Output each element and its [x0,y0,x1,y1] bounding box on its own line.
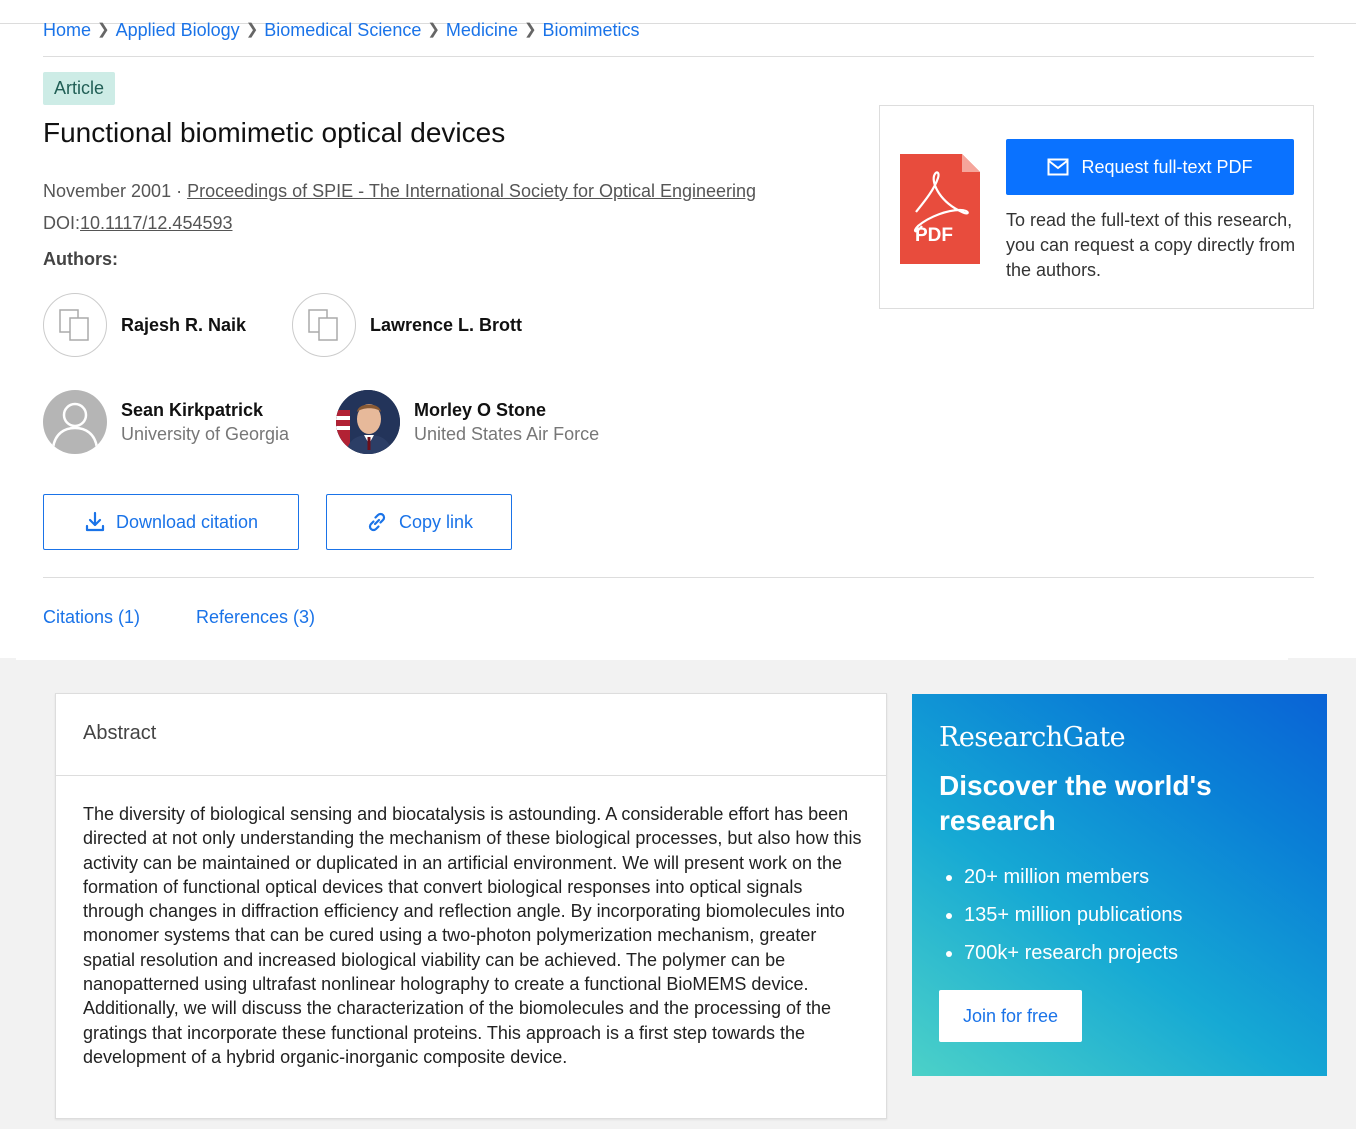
authors-label: Authors: [43,249,118,269]
chevron-right-icon: ❯ [523,21,537,38]
download-icon [84,511,106,533]
author-sean-kirkpatrick[interactable] [43,390,289,454]
author-placeholder-icon [43,293,107,357]
breadcrumb [43,17,640,43]
mail-icon [1047,158,1069,176]
author-name: Rajesh R. Naik [121,315,247,335]
join-for-free-button[interactable]: Join for free [939,990,1082,1042]
publication-date: November 2001 · [43,181,188,201]
doi-label: DOI: [43,213,81,233]
pdf-request-panel [879,105,1314,309]
download-citation-button[interactable] [43,494,299,550]
doi-line [43,211,233,235]
tab-references[interactable]: References (3) [196,607,316,627]
publication-meta [43,179,756,203]
request-pdf-button[interactable] [1006,139,1294,195]
list-item: 20+ million members [939,858,1182,896]
abstract-divider [56,775,886,776]
page-title: Functional biomimetic optical devices [43,117,506,148]
copy-link-label: Copy link [398,511,474,532]
copy-link-button[interactable] [326,494,512,550]
link-icon [365,510,389,534]
request-pdf-label: Request full-text PDF [1081,156,1253,177]
author-name: Lawrence L. Brott [370,315,523,335]
pdf-icon-text: PDF [915,225,953,246]
promo-bullets [939,858,1182,972]
abstract-card [55,693,887,1119]
list-item: 700k+ research projects [939,934,1182,972]
download-citation-label: Download citation [115,511,259,532]
breadcrumb-biomimetics[interactable]: Biomimetics [542,20,640,40]
researchgate-logo: ResearchGate [939,722,1126,753]
promo-heading: Discover the world's research [939,770,1212,836]
author-placeholder-icon [292,293,356,357]
section-divider [43,577,1314,578]
chevron-right-icon: ❯ [97,21,110,38]
abstract-text: The diversity of biological sensing and biocatalysis is astounding. A considerable effort has been directed at not only understanding the mechanism of these biological processes, but also how this activity can be maintained or duplicated in an artificial environment. We will present work on the formation of functional optical devices that convert biological responses into optical signals through changes in diffraction efficiency and reflection angle. By incorporating biomolecules into monomer systems that can be cured using a two-photon polymerization mechanism, greater spatial resolution and increased biological viability can be achieved. The polymer can be nanopatterned using ultrafast nonlinear holography to create a functional BioMEMS device. Additionally, we will discuss the characterization of the biomolecules and the processing of the gratings that incorporate these functional proteins. This approach is a first step towards the development of a hybrid organic-inorganic composite device. [83,804,862,1067]
user-silhouette-icon [43,390,107,454]
author-name: Morley O Stone [414,400,547,420]
header-bottom-edge [16,650,1288,660]
doi-link[interactable]: 10.1117/12.454593 [80,213,233,233]
chevron-right-icon: ❯ [245,21,259,38]
author-photo [336,390,400,454]
list-item: 135+ million publications [939,896,1182,934]
author-affiliation: United States Air Force [414,424,600,444]
researchgate-promo [912,694,1327,1076]
tab-citations[interactable]: Citations (1) [43,607,141,627]
author-name: Sean Kirkpatrick [121,400,264,420]
author-lawrence-brott[interactable] [292,293,522,357]
journal-link[interactable]: Proceedings of SPIE - The International Society for Optical Engineering [187,181,757,201]
breadcrumb-divider [43,56,1314,57]
author-rajesh-naik[interactable] [43,293,246,357]
breadcrumb-applied-biology[interactable]: Applied Biology [115,20,240,40]
author-morley-stone[interactable] [336,390,599,454]
breadcrumb-home[interactable]: Home [43,20,92,40]
article-type-badge: Article [43,72,115,105]
pdf-description: To read the full-text of this research, you can request a copy directly from the authors. [1006,210,1296,280]
pdf-file-icon [900,154,980,264]
author-affiliation: University of Georgia [121,424,290,444]
chevron-right-icon: ❯ [427,21,440,38]
breadcrumb-biomedical-science[interactable]: Biomedical Science [264,20,422,40]
abstract-heading: Abstract [83,722,157,744]
breadcrumb-medicine[interactable]: Medicine [445,20,518,40]
